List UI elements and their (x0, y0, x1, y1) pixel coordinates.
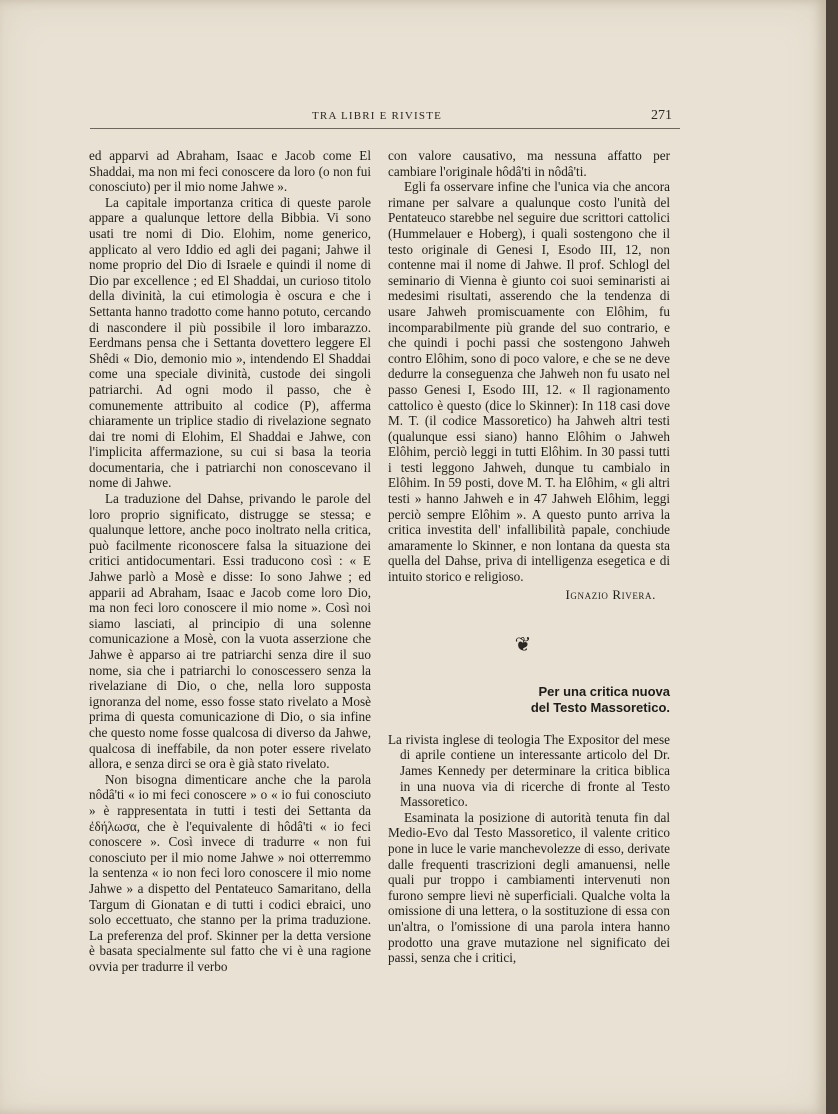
paragraph: La traduzione del Dahse, privando le parole del loro proprio significato, distrugge se stessa; e qualunque lettore, anche poco inoltrato nella critica, può facilmente riconoscere falsa la situazione dei critici antidocumentari. Essi traducono così : « E Jahwe parlò a Mosè e disse: Io sono Jahwe ; ed apparii ad Abraham, Isaac e Jacob come loro Dio, ma non feci loro conoscere il mio nome ». Così noi siamo lasciati, al principio di una solenne comunicazione a Mosè, con la vuota asserzione che Jahwe è apparso ai tre patriarchi senza dire il suo nome, sia che i patriarchi lo conoscessero senza la rivelaziane di Dio, o che, nella loro supposta ignoranza del nome, esso fosse stato rivelato a Mosè prima di questa comunicazione di Dio, o sia infine che questo nome fosse qualcosa di diverso da Jahwe, qualcosa di ineffabile, da non poter essere rivelato allora, e senza dirci se ora è già stato rivelato. (89, 491, 371, 772)
running-header (90, 108, 680, 129)
section-title-line: Per una critica nuova (538, 683, 670, 699)
running-title: TRA LIBRI E RIVISTE (312, 110, 443, 122)
left-column (89, 148, 371, 974)
author-signature: Ignazio Rivera. (565, 586, 656, 602)
paragraph: Non bisogna dimenticare anche che la parola nôdâ'ti « io mi feci conoscere » o « io fui conosciuto » è rappresentata in tutti i testi dei Settanta da ἐδήλωσα, che è l'equivalente di hôdâ'ti « io feci conoscere ». Così invece di tradurre « non fui conosciuto per il mio nome Jahwe » noi otterremmo la sentenza « io non feci loro conoscere il mio nome Jahwe » a dispetto del Pentateuco Samaritano, della Targum di Gionatan e di tutti i codici ebraici, uno solo eccettuato, che stanno per la prima traduzione. La preferenza del prof. Skinner per la detta versione è basata specialmente sul fatto che vi è una ragione ovvia per tradurre il verbo (89, 771, 371, 974)
paragraph: La capitale importanza critica di queste parole appare a qualunque lettore della Bibbia. Vi sono usati tre nomi di Dio. Elohim, nome generico, applicato al vero Iddio ed agli dei pagani; Jahwe il nome proprio del Dio di Israele e quindi il nome di Dio par excellence ; ed El Shaddai, un curioso titolo della divinità, la cui etimologia è oscura e che i Settanta hanno tradotto come hanno potuto, cercando di nascondere il più possibile il loro imbarazzo. Eerdmans pensa che i Settanta dovettero leggere El Shêdi « Dio, demonio mio », intendendo El Shaddai come una speciale divinità, custode dei singoli patriarchi. Ad ogni modo il passo, che è comunemente attribuito al codice (P), afferma chiaramente un triplice stadio di rivelazione segnato dai tre nomi di Elohim, El Shaddai e Jahwe, con l'implicita affermazione, su cui si basa la teoria documentaria, che i patriarchi non conoscevano il nome di Jahwe. (89, 194, 371, 491)
paragraph: con valore causativo, ma nessuna affatto per cambiare l'originale hôdâ'ti in nôdâ'ti. (388, 148, 670, 179)
paragraph: Egli fa osservare infine che l'unica via che ancora rimane per salvare a qualunque costo l'unità del Pentateuco starebbe nel seguire due scrittori cattolici (Hummelauer e Hoberg), i quali sostengono che il testo originale di Genesi I, Esodo III, 12, non contenne mai il nome di Jahwe. Il prof. Schlogl del seminario di Vienna è giunto coi suoi seminaristi ai medesimi risultati, asserendo che la tendenza di usare Jahweh promiscuamente con Elôhim, fu incomparabilmente più grande del suo contrario, e che quindi i pochi passi che sostengono Jahweh contro Elôhim, sono di poco valore, e che se ne deve dedurre la conseguenza che Jahweh non fu usato nel passo Genesi I, Esodo III, 12. « Il ragionamento cattolico è questo (dice lo Skinner): In 118 casi dove M. T. (il codice Massoretico) ha Jahweh altri testi (qualunque essi siano) hanno Elôhim o Jahweh Elôhim, perciò leggi in tutti Elôhim. In 30 passi tutti i testi leggono Jahweh, dunque tu cambialo in Elôhim. In 59 posti, dove M. T. ha Elôhim, « gli altri testi » hanno Jahweh e in 47 Jahweh Elôhim, leggi perciò sempre Elôhim ». A questo punto arriva la critica investita dell' infallibilità papale, conchiude amaramente lo Skinner, e non lontana da questa sta quella del Dahse, priva di intelligenza esegetica e di intuito storico e religioso. (388, 179, 670, 585)
section-title-line: del Testo Massoretico. (530, 699, 670, 715)
paragraph: La rivista inglese di teologia The Expositor del mese di aprile contiene un interessante articolo del Dr. James Kennedy per determinare la critica biblica in una nuova via di ricerche di fronte al Testo Massoretico. (388, 731, 670, 810)
page-number: 271 (651, 108, 672, 123)
section-title (388, 684, 670, 716)
paragraph: Esaminata la posizione di autorità tenuta fin dal Medio-Evo dal Testo Massoretico, il valente critico pone in luce le varie manchevolezze di esso, derivate dalle frequenti trascrizioni degli amanuensi, nelle quali pur troppo i cambiamenti intervenuti non furono sempre lievi nè superficiali. Qualche volta la omissione di una lettera, o la sostituzione di essa con un'altra, o l'omissione di una parola intera hanno prodotto una grave mutazione nel significato dei passi, senza che i critici, (388, 809, 670, 966)
right-column (388, 148, 670, 966)
paragraph: ed apparvi ad Abraham, Isaac e Jacob come El Shaddai, ma non mi feci conoscere da loro (o non fui conosciuto) per il mio nome Jahwe ». (89, 148, 371, 195)
leaf-ornament-icon: ❦ (514, 634, 532, 657)
